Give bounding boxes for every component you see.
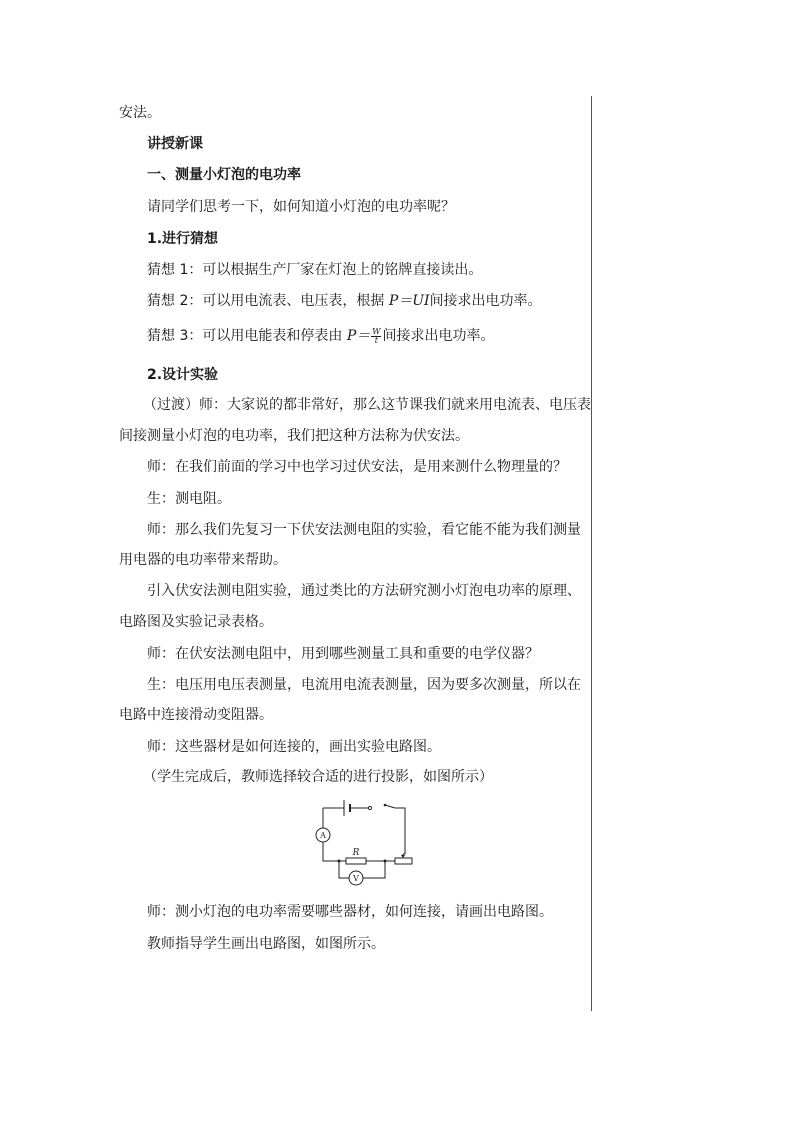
formula-p-ui: P＝UI bbox=[388, 293, 430, 309]
step-heading-design: 2.设计实验 bbox=[147, 367, 219, 383]
junction-right bbox=[384, 860, 387, 863]
text-line-12: 师：在我们前面的学习中也学习过伏安法，是用来测什么物理量的？ bbox=[147, 459, 567, 475]
text-line-11: 间接测量小灯泡的电功率，我们把这种方法称为伏安法。 bbox=[119, 428, 469, 444]
guess-2-text-end: 间接求出电功率。 bbox=[429, 293, 542, 309]
text-line-17: 电路图及实验记录表格。 bbox=[119, 614, 273, 630]
section-heading: 讲授新课 bbox=[147, 136, 203, 152]
switch-right-contact bbox=[384, 804, 387, 807]
text-line-21: 师：这些器材是如何连接的，画出实验电路图。 bbox=[147, 739, 441, 755]
fraction-denominator: t bbox=[374, 335, 378, 345]
text-line-4: 请同学们思考一下，如何知道小灯泡的电功率呢？ bbox=[147, 199, 455, 215]
fraction-numerator: W bbox=[372, 326, 381, 336]
guess-2 bbox=[147, 292, 617, 310]
junction-left bbox=[338, 860, 341, 863]
text-line-22: （学生完成后，教师选择较合适的进行投影，如图所示） bbox=[143, 769, 493, 785]
text-line-19: 生：电压用电压表测量，电流用电流表测量，因为要多次测量，所以在 bbox=[147, 677, 581, 693]
text-line-15: 用电器的电功率带来帮助。 bbox=[119, 552, 287, 568]
text-line-20: 电路中连接滑动变阻器。 bbox=[119, 707, 273, 723]
guess-3-text: 猜想 3：可以用电能表和停表由 bbox=[147, 328, 347, 344]
text-line-23: 师：测小灯泡的电功率需要哪些器材，如何连接，请画出电路图。 bbox=[147, 904, 553, 920]
subsection-heading: 一、测量小灯泡的电功率 bbox=[147, 167, 301, 183]
guess-2-text: 猜想 2：可以用电流表、电压表，根据 bbox=[147, 293, 389, 309]
text-line-13: 生：测电阻。 bbox=[147, 491, 231, 507]
guess-1: 猜想 1：可以根据生产厂家在灯泡上的铭牌直接读出。 bbox=[147, 262, 483, 278]
voltmeter-label: V bbox=[353, 874, 359, 883]
formula-fraction bbox=[371, 328, 381, 345]
switch-left-contact bbox=[368, 806, 371, 809]
text-line-1: 安法。 bbox=[119, 105, 161, 121]
text-line-24: 教师指导学生画出电路图，如图所示。 bbox=[147, 936, 385, 952]
text-line-16: 引入伏安法测电阻实验，通过类比的方法研究测小灯泡电功率的原理、 bbox=[147, 583, 581, 599]
guess-3 bbox=[147, 327, 617, 345]
formula-p: P＝ bbox=[346, 328, 371, 344]
ammeter-label: A bbox=[320, 831, 326, 840]
rheostat-symbol bbox=[395, 858, 412, 864]
text-line-18: 师：在伏安法测电阻中，用到哪些测量工具和重要的电学仪器？ bbox=[147, 646, 539, 662]
guess-3-text-end: 间接求出电功率。 bbox=[382, 328, 495, 344]
text-line-10: （过渡）师：大家说的都非常好，那么这节课我们就来用电流表、电压表 bbox=[143, 397, 591, 413]
resistor-symbol bbox=[346, 858, 366, 864]
resistor-label: R bbox=[352, 848, 360, 858]
step-heading-guess: 1.进行猜想 bbox=[147, 231, 219, 247]
circuit-diagram bbox=[310, 795, 420, 890]
text-line-14: 师：那么我们先复习一下伏安法测电阻的实验，看它能不能为我们测量 bbox=[147, 522, 581, 538]
